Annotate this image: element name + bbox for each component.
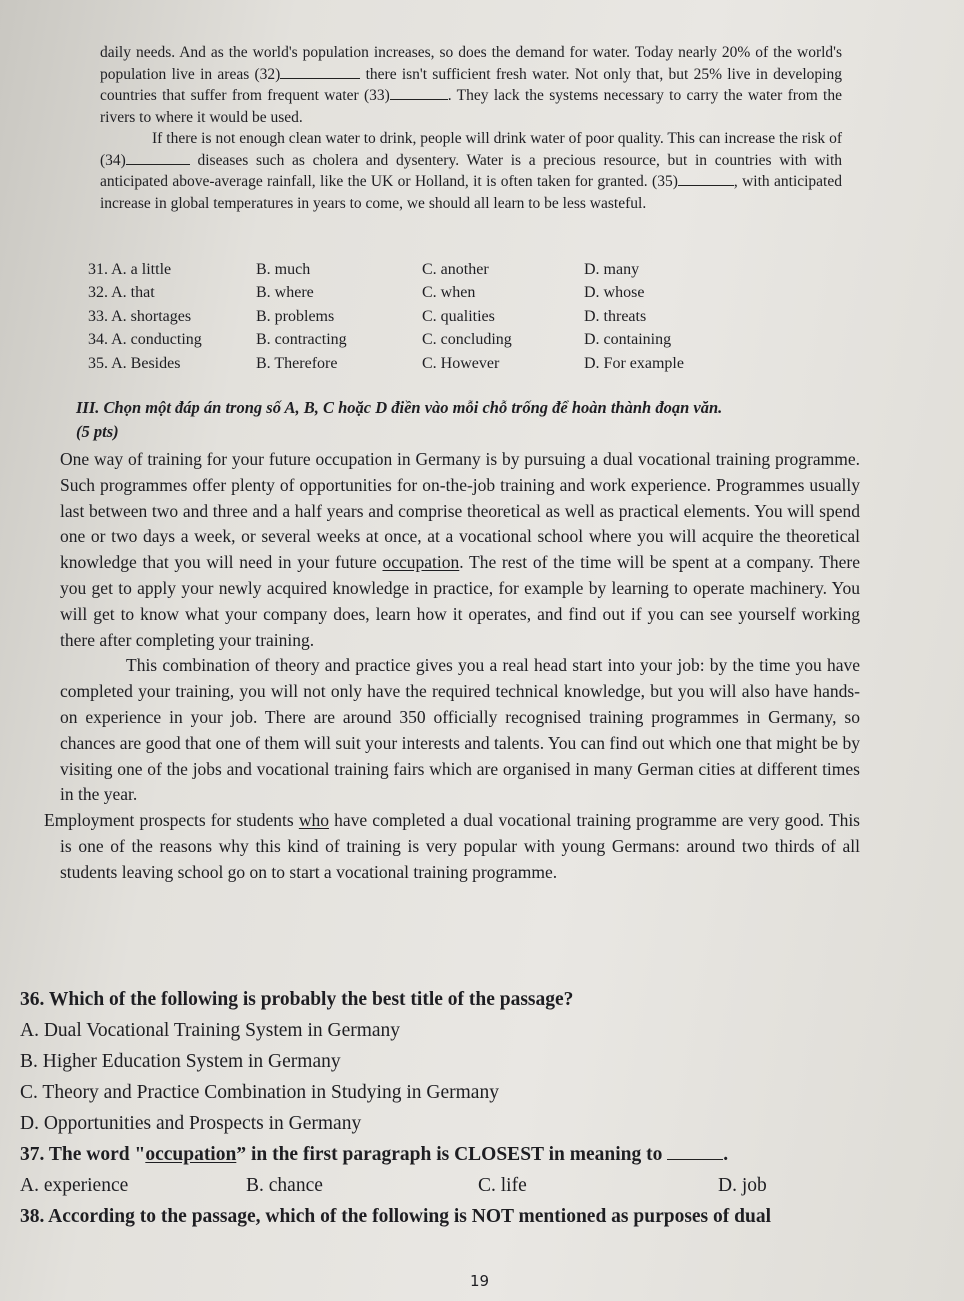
option-31-b: B. much xyxy=(256,260,311,278)
passage-paragraph-3: Employment prospects for students who have completed a dual vocational training programme are very good. This is one of the reasons why this kind of training is very popular with young Germans: around two thirds of all students leaving school go on to start a vocational training programme. xyxy=(44,810,860,882)
passage-paragraph-1: One way of training for your future occupation in Germany is by pursuing a dual vocational training programme. Such programmes offer plenty of opportunities for on-the-job training and work experience. Programmes usually last between two and three and a half years and comprise theoretical as well as practical elements. You will spend one or two days a week, or several weeks at once, at a vocational school where you will acquire the theoretical knowledge that you will need in your future occupation. The rest of the time will be spent at a company. There you get to apply your newly acquired knowledge in practice, for example by learning to operate machinery. You will get to know what your company does, learn how it operates, and find out if you can see yourself working there after completing your training. xyxy=(60,449,861,650)
cloze-options xyxy=(88,258,788,376)
option-33-c: C. qualities xyxy=(422,307,495,325)
underlined-word-who: who xyxy=(298,810,329,831)
option-32-a: A. that xyxy=(111,284,155,302)
question-37-option-c: C. life xyxy=(478,1175,527,1196)
cloze-paragraph-1: daily needs. And as the world's population increases, so does the demand for water. Today nearly 20% of the world's population live in areas (32) there isn't sufficient fresh water. Not only that, but 25% live in developing countries that suffer from frequent water (33) . They lack the systems necessary to carry the water from the rivers to where it would be used. xyxy=(100,44,842,126)
option-34-d: D. containing xyxy=(584,331,672,349)
option-33-a: A. shortages xyxy=(111,307,192,325)
cloze-paragraph-2: If there is not enough clean water to drink, people will drink water of poor quality. This can increase the risk of (34) diseases such as cholera and dysentery. Water is a precious resource, but in countries with with anticipated above-average rainfall, like the UK or Holland, it is often taken for granted. (35) , with anticipated increase in global temperatures in years to come, we should all learn to be less wasteful. xyxy=(100,130,842,212)
blank-37 xyxy=(667,1159,723,1160)
option-32-b: B. where xyxy=(256,284,314,302)
passage-paragraph-2: This combination of theory and practice gives you a real head start into your job: by the time you have completed your training, you will not only have the required technical knowledge, but you will also have hands-on experience in your job. There are around 350 officially recognised training programmes in Germany, so chances are good that one of them will suit your interests and talents. You can find out which one that might be by visiting one of the jobs and vocational training fairs which are organised in many German cities at different times in the year. xyxy=(60,655,860,805)
option-row-34: 34. A. conducting B. contracting C. concluding D. containing xyxy=(88,329,788,353)
option-row-31: 31. A. a little B. much C. another D. many xyxy=(88,258,788,282)
option-row-33: 33. A. shortages B. problems C. qualities D. threats xyxy=(88,305,788,329)
reading-passage xyxy=(44,447,861,886)
option-35-a: A. Besides xyxy=(111,354,181,372)
option-32-c: C. when xyxy=(422,284,476,302)
underlined-word-occupation: occupation xyxy=(382,552,460,573)
option-33-d: D. threats xyxy=(584,307,647,325)
question-37-option-b: B. chance xyxy=(246,1175,323,1196)
option-34-c: C. concluding xyxy=(422,331,512,349)
option-row-35: 35. A. Besides B. Therefore C. However D. For example xyxy=(88,352,788,376)
option-31-c: C. another xyxy=(422,260,489,278)
option-34-b: B. contracting xyxy=(256,331,347,349)
section-title: III. Chọn một đáp án trong số A, B, C hoặc D điền vào mỗi chỗ trống để hoàn thành đoạn văn. xyxy=(76,398,723,417)
section-heading xyxy=(76,396,866,444)
question-36-option-c: C. Theory and Practice Combination in Studying in Germany xyxy=(20,1082,499,1103)
question-36-option-d: D. Opportunities and Prospects in Germany xyxy=(20,1113,362,1134)
option-33-b: B. problems xyxy=(256,307,335,325)
questions xyxy=(20,984,920,1232)
question-36-option-b: B. Higher Education System in Germany xyxy=(20,1051,341,1072)
question-37-options xyxy=(20,1170,920,1201)
blank-35 xyxy=(678,185,734,186)
option-31-a: A. a little xyxy=(111,260,172,278)
option-34-a: A. conducting xyxy=(111,331,202,349)
page-number: 19 xyxy=(470,1272,490,1290)
option-31-d: D. many xyxy=(584,260,640,278)
option-32-d: D. whose xyxy=(584,284,645,302)
question-38-stem: 38. According to the passage, which of the following is NOT mentioned as purposes of dual xyxy=(20,1206,771,1227)
option-35-b: B. Therefore xyxy=(256,354,338,372)
question-37-option-a: A. experience xyxy=(20,1175,129,1196)
question-36-option-a: A. Dual Vocational Training System in Germany xyxy=(20,1020,401,1041)
question-37-option-d: D. job xyxy=(718,1175,767,1196)
cloze-passage xyxy=(100,42,842,214)
blank-32 xyxy=(280,78,360,79)
option-row-32: 32. A. that B. where C. when D. whose xyxy=(88,282,788,306)
blank-34 xyxy=(126,164,190,165)
question-37-stem: 37. The word "occupation” in the first paragraph is CLOSEST in meaning to . xyxy=(20,1144,729,1165)
section-points: (5 pts) xyxy=(76,422,119,441)
option-35-d: D. For example xyxy=(584,354,684,372)
question-36-stem: 36. Which of the following is probably the best title of the passage? xyxy=(20,989,574,1010)
option-35-c: C. However xyxy=(422,354,500,372)
blank-33 xyxy=(390,99,448,100)
